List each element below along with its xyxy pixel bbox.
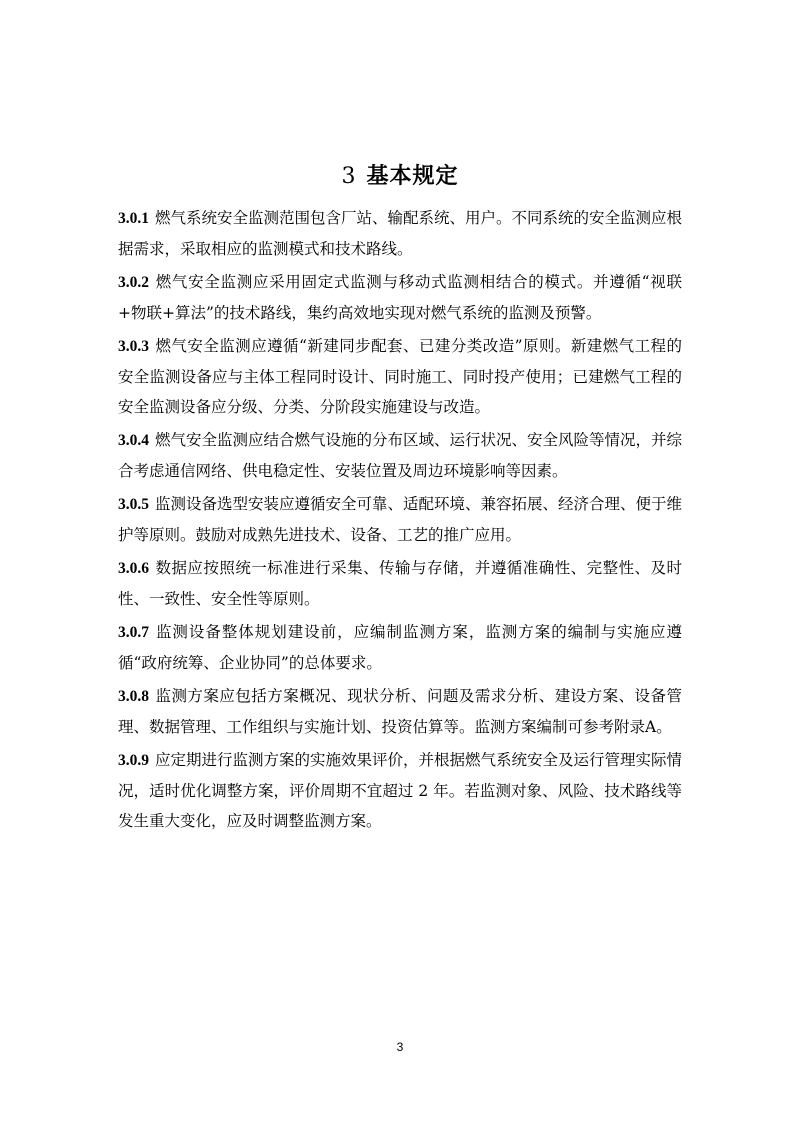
clause-list xyxy=(118,203,682,839)
clause-number: 3.0.6 xyxy=(118,560,149,577)
clause-number: 3.0.7 xyxy=(118,624,149,641)
page-number: 3 xyxy=(396,1040,404,1054)
clause-text: 应定期进行监测方案的实施效果评价，并根据燃气系统安全及运行管理实际情况，适时优化调整方案，评价周期不宜超过 2 年。若监测对象、风险、技术路线等发生重大变化，应及时调整监测方案。 xyxy=(118,751,683,830)
clause-3-0-5 xyxy=(118,489,682,550)
clause-text: 燃气安全监测应遵循“新建同步配套、已建分类改造”原则。新建燃气工程的安全监测设备应与主体工程同时设计、同时施工、同时投产使用；已建燃气工程的安全监测设备应分级、分类、分阶段实施建设与改造。 xyxy=(118,337,682,416)
clause-number: 3.0.8 xyxy=(118,688,149,705)
clause-number: 3.0.3 xyxy=(118,338,149,355)
clause-text: 监测设备整体规划建设前，应编制监测方案，监测方案的编制与实施应遵循“政府统筹、企业协同”的总体要求。 xyxy=(118,623,682,672)
clause-text: 监测方案应包括方案概况、现状分析、问题及需求分析、建设方案、设备管理、数据管理、工作组织与实施计划、投资估算等。监测方案编制可参考附录A。 xyxy=(118,687,682,736)
clause-3-0-6 xyxy=(118,553,682,614)
clause-3-0-7 xyxy=(118,617,682,678)
clause-3-0-2 xyxy=(118,267,682,328)
clause-text: 燃气安全监测应采用固定式监测与移动式监测相结合的模式。并遵循“视联+物联+算法”的技术路线，集约高效地实现对燃气系统的监测及预警。 xyxy=(118,273,682,322)
clause-number: 3.0.5 xyxy=(118,496,149,513)
page-title xyxy=(0,158,800,195)
clause-3-0-8 xyxy=(118,681,682,742)
clause-text: 燃气系统安全监测范围包含厂站、输配系统、用户。不同系统的安全监测应根据需求，采取相应的监测模式和技术路线。 xyxy=(118,209,683,258)
clause-text: 监测设备选型安装应遵循安全可靠、适配环境、兼容拓展、经济合理、便于维护等原则。鼓励对成熟先进技术、设备、工艺的推广应用。 xyxy=(118,495,683,544)
section-number: 3 xyxy=(341,163,357,189)
clause-number: 3.0.4 xyxy=(118,432,149,449)
clause-3-0-1 xyxy=(118,203,682,264)
section-title: 基本规定 xyxy=(366,162,459,189)
clause-number: 3.0.2 xyxy=(118,274,149,291)
clause-text: 燃气安全监测应结合燃气设施的分布区域、运行状况、安全风险等情况，并综合考虑通信网络、供电稳定性、安装位置及周边环境影响等因素。 xyxy=(118,431,683,480)
clause-text: 数据应按照统一标准进行采集、传输与存储，并遵循准确性、完整性、及时性、一致性、安全性等原则。 xyxy=(118,559,682,608)
clause-3-0-9 xyxy=(118,745,682,836)
clause-number: 3.0.1 xyxy=(118,210,149,227)
clause-3-0-3 xyxy=(118,331,682,422)
clause-number: 3.0.9 xyxy=(118,752,149,769)
clause-3-0-4 xyxy=(118,425,682,486)
